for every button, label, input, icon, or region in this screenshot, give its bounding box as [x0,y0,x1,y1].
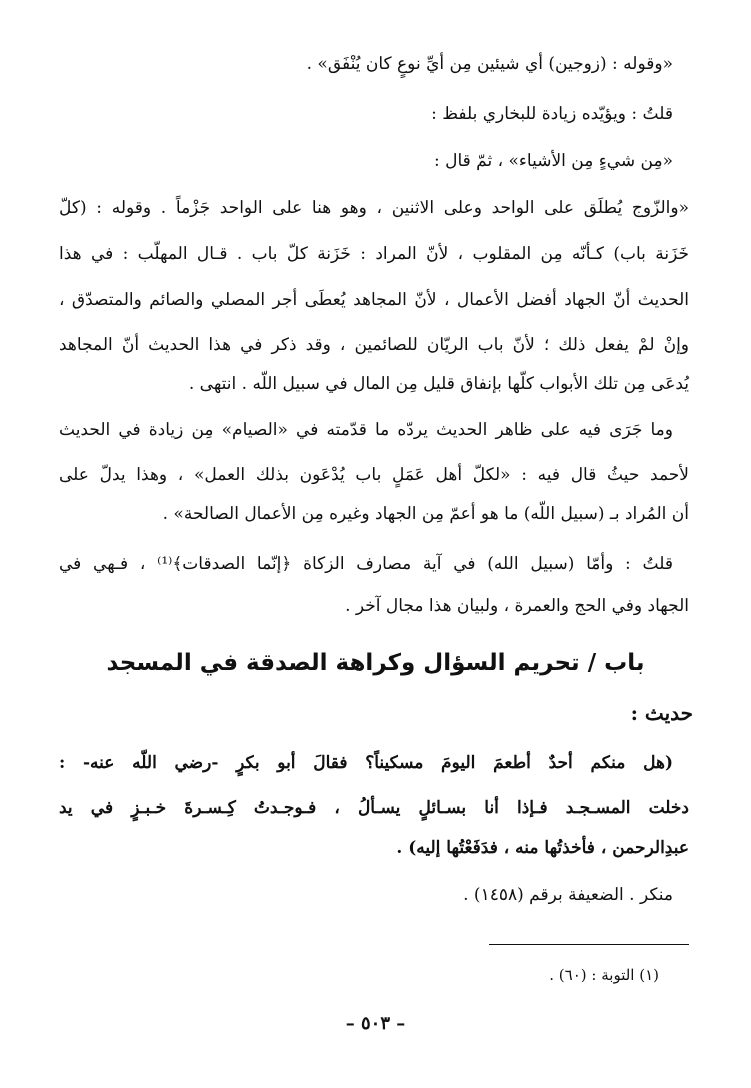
quote-line-1: «وقوله : (زوجين) أي شيئين مِن أيِّ نوعٍ كان يُنْفَق» . [306,54,673,74]
hadith-line-1: (هل منكم أحدٌ أطعمَ اليومَ مسكيناً؟ فقالَ أبو بكرٍ -رضي اللّه عنه- : [59,753,673,773]
quote-line-2: قلتُ : ويؤيّده زيادة للبخاري بلفظ : [431,104,673,124]
footnote: (١) التوبة : (٦٠) . [549,966,659,984]
paragraph-3-line-2: الجهاد وفي الحج والعمرة ، ولبيان هذا مجال آخر . [345,596,689,616]
paragraph-2-line-3: أن المُراد بـ (سبيل اللّه) ما هو أعمّ مِن الجهاد وغيره مِن الأعمال الصالحة» . [162,504,689,524]
hadith-grade: منكر . الضعيفة برقم (١٤٥٨) . [463,885,673,905]
paragraph-2-line-1: وما جَرَى فيه على ظاهر الحديث يردّه ما قدّمته في «الصيام» مِن زيادة في الحديث [59,420,673,440]
page-number: – ٥٠٣ – [345,1013,406,1034]
hadith-line-2: دخلت المسـجـد فـإذا أنا بسـائلٍ يسـألُ ، فـوجـدتُ كِـسـرةَ خـبـزٍ في يد [59,798,689,818]
paragraph-2-line-2: لأحمد حيثُ قال فيه : «لكلّ أهل عَمَلٍ باب يُدْعَون بذلك العمل» ، وهذا يدلّ على [59,465,689,485]
chapter-heading: باب / تحريم السؤال وكراهة الصدقة في المسجد [106,650,645,676]
paragraph-1-line-4: وإنْ لمْ يفعل ذلك ؛ لأنّ باب الريّان للصائمين ، وقد ذكر في هذا الحديث أنّ المجاهد [59,335,689,355]
paragraph-3-line-1: قلتُ : وأمّا (سبيل الله) في آية مصارف الزكاة ﴿إنّما الصدقات﴾⁽¹⁾ ، فـهي في [59,554,673,574]
quote-line-3: «مِن شيءٍ مِن الأشياء» ، ثمّ قال : [433,151,673,171]
footnote-divider [489,944,689,945]
hadith-line-3: عبدِالرحمن ، فأخذتُها منه ، فدَفَعْتُها إليه) . [396,838,689,858]
paragraph-1-line-5: يُدعَى مِن تلك الأبواب كلّها بإنفاق قليل مِن المال في سبيل اللّه . انتهى . [188,374,689,394]
paragraph-1-line-2: خَزَنة باب) كـأنّه مِن المقلوب ، لأنّ المراد : خَزَنة كلّ باب . قـال المهلّب : في هذا [59,244,689,264]
hadith-label: حديث : [630,701,693,725]
paragraph-1-line-1: «والزّوج يُطلَق على الواحد وعلى الاثنين ، وهو هنا على الواحد جَزْماً . وقوله : (كلّ [59,198,689,218]
paragraph-1-line-3: الحديث أنّ الجهاد أفضل الأعمال ، لأنّ المجاهد يُعطَى أجر المصلي والصائم والمتصدّق ، [59,290,689,310]
